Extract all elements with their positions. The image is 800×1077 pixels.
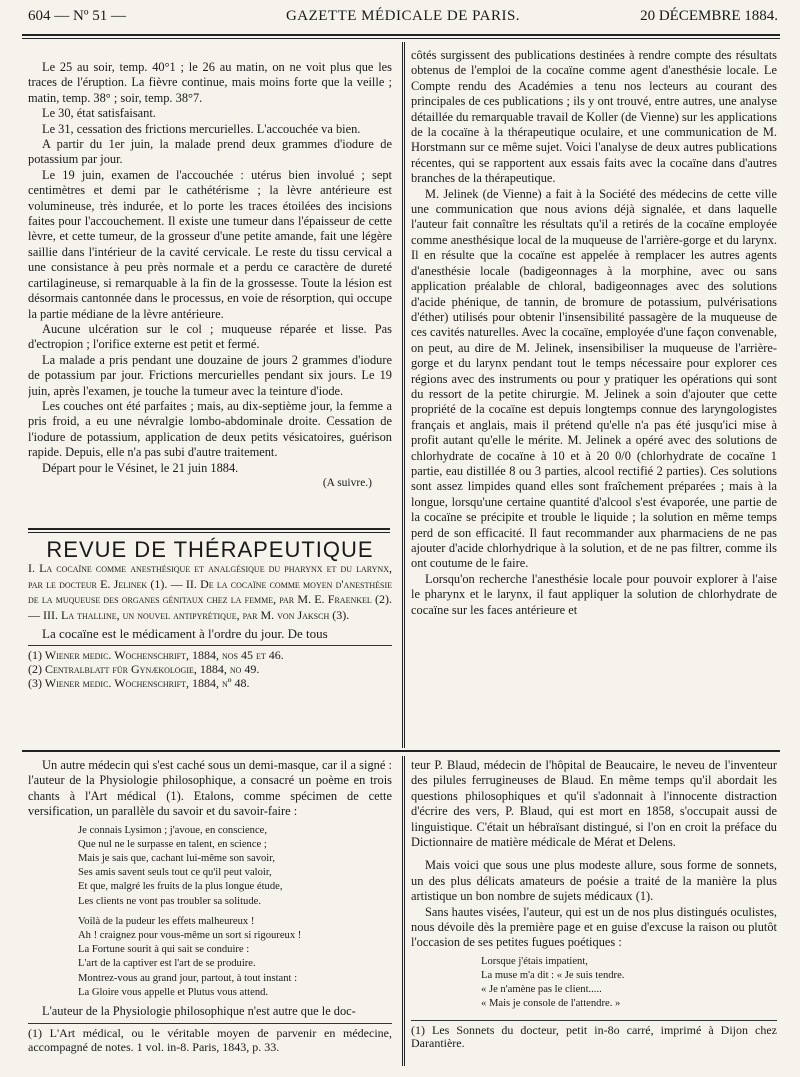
paragraph: Un autre médecin qui s'est caché sous un demi-masque, car il a signé : l'auteur de la Physiologie philosophique, a consacré un poème en trois chants à l'Art médical (1). Etalons, comme spécimen de cette versification, un parallèle du savoir et du savoir-faire : [28, 758, 392, 819]
paragraph: Mais voici que sous une plus modeste allure, sous forme de sonnets, un des plus délicats amateurs de poésie a traité de la manière la plus artistique un bon nombre de sujets médicaux (1). [411, 858, 777, 904]
poem-line: Montrez-vous au grand jour, partout, à tout instant : [78, 972, 298, 984]
footnote: (1) Les Sonnets du docteur, petit in-8o carré, imprimé à Dijon chez Darantière. [411, 1022, 777, 1051]
paragraph: Le 19 juin, examen de l'accouchée : utérus bien involué ; sept centimètres et demi par le cathétérisme ; la lèvre antérieure est volumineuse, très indurée, et lo porte les traces étoilées des incisions faites pour l'accouchement. Il existe une tumeur dans l'épaisseur de cette lèvre, et cette tumeur, de la grosseur d'une petite amande, fait une légère saillie dans l'intérieur de la cavité cervicale. Le reste du tissu cervical a une consistance à peu près normale et a perdu ce caractère de dureté cartilagineuse, si remarquable à la fin de la grossesse. Toute la lésion est désormais cantonnée dans le processus, en voie de résorption, qui occupe la partie médiane de la lèvre antérieure. [28, 167, 392, 321]
section-subtitle: I. La cocaïne comme anesthésique et analgésique du pharynx et du larynx, par le docteur E. Jelinek (1). — II. De la cocaïne comme moyen d'anesthésie de la muqueuse des organes génitaux chez la femme, par M. E. Fraenkel (2). — III. La thalline, un nouvel antipyrétique, par M. von Jaksch (3). [28, 561, 392, 622]
poem-line: Ah ! craignez pour vous-même un sort si rigoureux ! [78, 930, 302, 942]
footnote: (1) Wiener medic. Wochenschrift, 1884, nos 45 et 46. [28, 648, 284, 663]
paragraph: Départ pour le Vésinet, le 21 juin 1884. [42, 460, 239, 475]
paragraph: A partir du 1er juin, la malade prend deux grammes d'iodure de potassium par jour. [28, 137, 392, 167]
paragraph: Le 30, état satisfaisant. [42, 106, 156, 121]
footnotes [28, 649, 392, 690]
poem-line: Voilà de la pudeur les effets malheureux ! [78, 915, 255, 927]
poem-line: La Fortune sourit à qui sait se conduire : [78, 944, 250, 956]
issue-date: 20 DÉCEMBRE 1884. [640, 8, 778, 24]
lead-paragraph: La cocaïne est le médicament à l'ordre du jour. De tous [42, 626, 328, 642]
paragraph: M. Jelinek (de Vienne) a fait à la Société des médecins de cette ville une communication que nous avions déjà signalée, et dans laquelle l'auteur fait connaître les résultats qu'il a retirés de la cocaïne employée comme anesthésique local de la muqueuse de l'arrière-gorge et du larynx. Il en résulte que la cocaïne est appelée à remplacer les autres agents d'anesthésie locale (badigeonnages à la morphine, avec ou sans application préalable de chloral, badigeonnages avec des solutions d'acide phénique, de tannin, de bromure de potassium, pulvérisations d'éther) utilisés pour obtenir l'insensibilité passagère de la muqueuse de ces cavités naturelles. Avec la cocaïne, employée d'une façon convenable, on peut, au dire de M. Jelinek, insensibiliser la muqueuse de l'arrière-gorge et du larynx pendant tout le temps nécessaire pour explorer ces régions avec des instruments ou pour y pratiquer les opérations qui sont du ressort de la petite chirurgie. M. Jelinek a soin d'ajouter que cette propriété de la cocaïne est depuis longtemps connue des laryngologistes français et anglais, mais il prétend qu'elle n'a pas été jusqu'ici mise à profit autant qu'elle le mérite. M. Jelinek a opéré avec des solutions de chlorhydrate de cocaïne à 10 et à 20 0/0 (chlorhydrate de cocaïne 1 partie, eau distillée 8 ou 3 parties, alcool rectifié 2 parties). Ces solutions sont assez limpides quand elles sont fraîchement préparées ; mais à la longue, lorsqu'une certaine quantité d'alcool s'est évaporée, une partie de la cocaïne se précipite et trouble le liquide ; la solution en même temps perd de son efficacité. Il faut recommander aux pharmaciens de ne pas ajouter d'acide chlorhydrique à la solution, et de ne pas filtrer, comme ils ont coutume de le faire. [411, 186, 777, 571]
journal-title: GAZETTE MÉDICALE DE PARIS. [285, 8, 521, 24]
footnote: (2) Centralblatt für Gynækologie, 1884, no 49. [28, 662, 260, 677]
feuilleton-rule [22, 750, 780, 752]
footnote-rule [28, 1023, 392, 1024]
paragraph: Sans hautes visées, l'auteur, qui est un de nos plus distingués oculistes, nous dévoile dès la première page et en guise d'excuse la raison ou plutôt l'occasion de ses petites fugues poétiques : [411, 904, 777, 950]
right-column-top [411, 48, 777, 748]
bottom-left-column [28, 758, 392, 1070]
bottom-right-column [411, 758, 777, 1070]
footnote: (1) L'Art médical, ou le véritable moyen de parvenir en médecine, accompagné de notes. 1 vol. in-8. Paris, 1843, p. 33. [28, 1026, 392, 1055]
left-column-top [28, 60, 392, 525]
footnote-rule [411, 1020, 777, 1021]
footnote: (3) Wiener medic. Wochenschrift, 1884, nº 48. [28, 675, 250, 690]
section-rule [28, 528, 390, 530]
section-title: REVUE DE THÉRAPEUTIQUE [46, 537, 374, 562]
paragraph: teur P. Blaud, médecin de l'hôpital de Beaucaire, le neveu de l'inventeur des pilules ferrugineuses de Blaud. En même temps qu'il abordait les questions philosophiques et qu'il s'adonnait à l'innocente distraction d'écrire des vers, P. Blaud, qui est mort en 1858, s'occupait aussi de linguistique. C'était un hébraïsant distingué, si l'on en croit la préface du Dictionnaire de matière médicale de Mérat et Delens. [411, 758, 777, 850]
section-rule-thin [28, 532, 390, 533]
poem-line: « Mais je console de l'attendre. » [481, 998, 621, 1010]
paragraph: Le 31, cessation des frictions mercurielles. L'accouchée va bien. [42, 121, 361, 136]
poem [78, 824, 392, 1000]
poem-line: Que nul ne le surpasse en talent, en science ; [78, 838, 267, 850]
poem-line: L'art de la captiver est l'art de se produire. [78, 958, 256, 970]
poem-line: Je connais Lysimon ; j'avoue, en conscience, [78, 824, 268, 836]
poem-line: Mais je sais que, cachant lui-même son savoir, [78, 853, 275, 865]
poem-line: La Gloire vous appelle et Plutus vous attend. [78, 986, 269, 998]
page-number: 604 — Nº 51 — [28, 8, 126, 24]
column-divider-top [402, 42, 405, 748]
paragraph: Les couches ont été parfaites ; mais, au dix-septième jour, la femme a pris froid, a eu une névralgie lombo-abdominale droite. Cessation de l'iodure de potassium, application de deux petits vésicatoires, guérison rapide. Depuis, elle n'a pas subi d'autre traitement. [28, 398, 392, 460]
poem-line: La muse m'a dit : « Je suis tendre. [481, 970, 625, 982]
footnote-rule [28, 645, 392, 646]
header-rule [22, 34, 780, 36]
poem-line: Les clients ne vont pas troubler sa solitude. [78, 895, 261, 907]
revue-section [28, 536, 392, 746]
paragraph: La malade a pris pendant une douzaine de jours 2 grammes d'iodure de potassium par jour. Frictions mercurielles pendant six jours. Le 19 juin, après l'examen, je touche la tumeur avec la teinture d'iode. [28, 352, 392, 398]
header-rule-thin [22, 38, 780, 39]
paragraph: côtés surgissent des publications destinées à rendre compte des résultats obtenus de l'emploi de la cocaïne comme agent d'anesthésie locale. Le Compte rendu des Académies a tenu nos lecteurs au courant des principales de ces publications ; ils y ont trouvé, entre autres, une analyse détaillée du remarquable travail de Koller (de Vienne) sur les applications de la cocaïne à la thérapeutique oculaire, et une communication de M. Horstmann sur ce même sujet. Voici l'analyse de deux autres publications récentes, qui se rapportent aux essais faits avec la cocaïne dans d'autres branches de la thérapeutique. [411, 48, 777, 186]
poem [481, 955, 777, 1012]
paragraph: L'auteur de la Physiologie philosophique n'est autre que le doc- [42, 1004, 356, 1019]
to-be-continued: (A suivre.) [322, 476, 372, 489]
poem-line: « Je n'amène pas le client..... [481, 984, 602, 996]
poem-line: Lorsque j'étais impatient, [481, 955, 588, 967]
poem-line: Ses amis savent seuls tout ce qu'il peut valoir, [78, 867, 272, 879]
poem-line: Et que, malgré les fruits de la plus longue étude, [78, 881, 283, 893]
paragraph: Lorsqu'on recherche l'anesthésie locale pour pouvoir explorer à l'aise le pharynx et le larynx, il faut appliquer la solution de chlorhydrate de cocaïne sur les faces antérieure et [411, 571, 777, 617]
paragraph: Le 25 au soir, temp. 40°1 ; le 26 au matin, on ne voit plus que les traces de l'éruption. La fièvre continue, mais moins forte que la veille ; matin, temp. 38° ; soir, temp. 38°7. [28, 60, 392, 105]
column-divider-bottom [402, 756, 405, 1066]
paragraph: Aucune ulcération sur le col ; muqueuse réparée et lisse. Pas d'ectropion ; l'orifice externe est petit et fermé. [28, 321, 392, 352]
page-header [28, 8, 778, 30]
